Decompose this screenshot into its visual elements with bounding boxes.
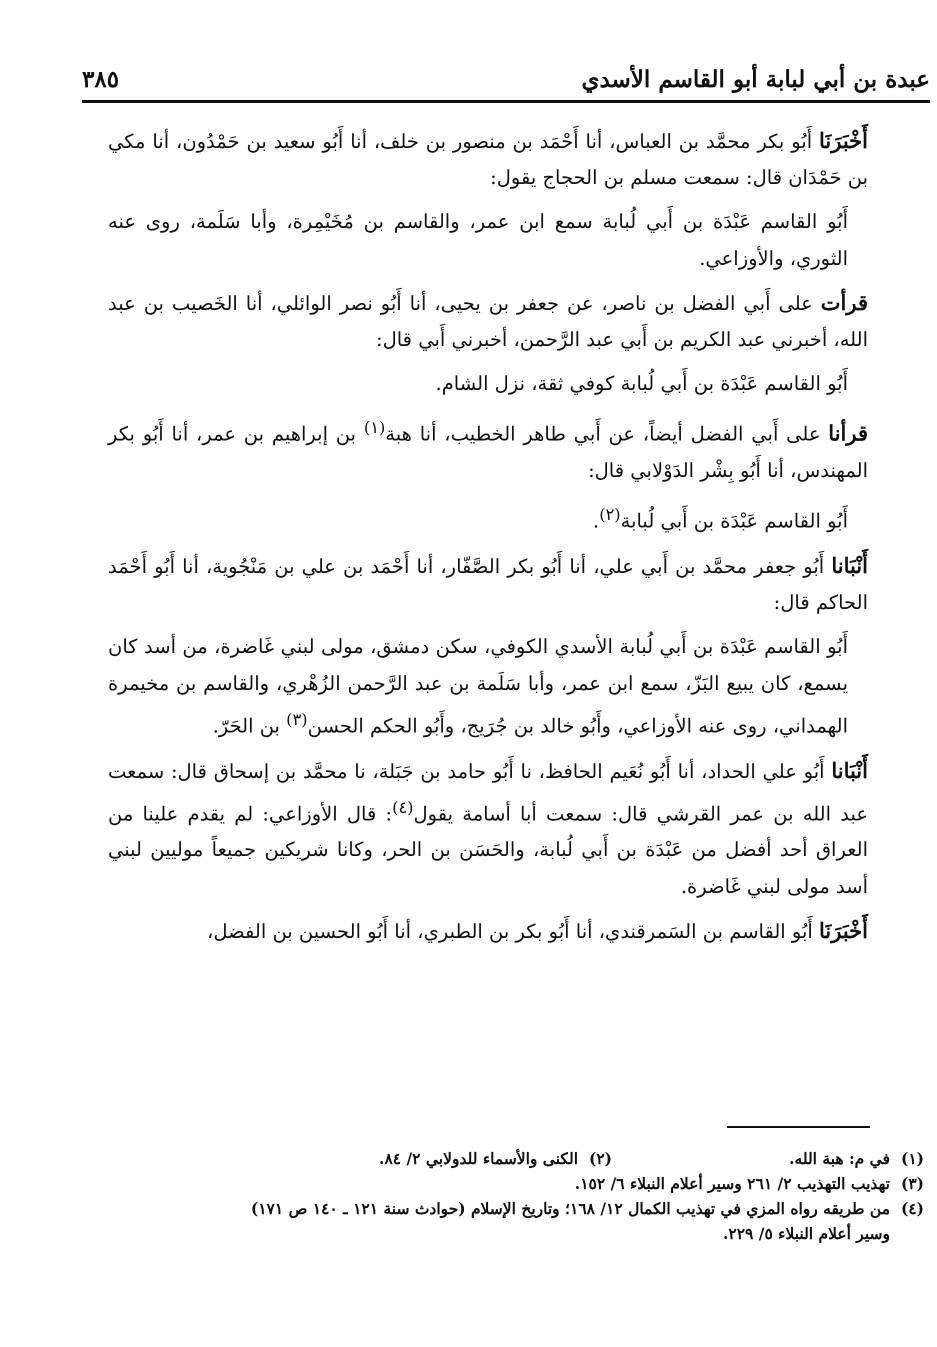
footnote-2 [379,1146,612,1171]
transmission-keyword: أَخْبَرَنَا [819,128,868,153]
page-header [82,60,930,103]
paragraph-isnad-6 [108,913,868,950]
paragraph-text: أَبُو القاسم عَبْدَة بن أَبي لُبابة الأسدي الكوفي، سكن دمشق، مولى لبني غَاضرة، من أسد كان يسمع، كان يبيع البَزّ، سمع ابن عمر، وأبا سَلَمة بن عبد الرَّحمن الزُهْري، والقاسم بن مخيمرة الهمداني، روى عنه الأوزاعي، وأَبُو خالد بن جُرَيج، وأَبُو الحكم الحسن [108,635,848,738]
paragraph-text: أَبُو القاسم عَبْدَة بن أَبي لُبابة سمع ابن عمر، والقاسم بن مُخَيْمِرة، وأبا سَلَمة، روى عنه الثوري، والأوزاعي. [108,210,848,270]
footnotes [118,1146,924,1246]
footnote-3 [118,1171,924,1196]
footnote-number: (٢) [588,1149,612,1168]
paragraph-text: أَبُو القاسم عَبْدَة بن أَبي لُبابة [620,509,848,533]
running-title: عبدة بن أبي لبابة أبو القاسم الأسدي [581,66,930,93]
paragraph-isnad-5 [108,753,868,905]
paragraph-text: . [592,509,600,533]
page-number: ٣٨٥ [82,66,120,93]
paragraph-text: : قال الأوزاعي: لم يقدم علينا من العراق أحد أفضل من عَبْدَة بن أَبي لُبابة، والحَسَن بن الحر، وكانا شريكين جميعاً موليين لبني أسد مولى لبني غَاضرة. [108,802,868,898]
footnote-reference: (٣) [286,709,308,729]
footnote-1 [612,1146,924,1171]
footnote-divider [727,1126,870,1128]
main-text [108,123,868,958]
footnote-text: في م: هبة الله. [789,1149,890,1168]
paragraph-isnad-3 [108,410,868,489]
transmission-keyword: أَنْبَانا [831,757,868,783]
footnote-row [118,1146,924,1171]
paragraph-isnad-2 [108,285,868,358]
transmission-keyword: قرأت [820,289,868,315]
transmission-keyword: أَنْبَانا [831,553,868,579]
paragraph-report-1 [108,204,868,276]
footnote-number: (١) [900,1149,924,1168]
paragraph-report-3 [108,497,868,540]
paragraph-text: على أَبي الفضل أيضاً، عن أَبي طاهر الخطيب، أنا هبة [385,422,829,446]
footnote-text: من طريقه رواه المزي في تهذيب الكمال ١٢/ ١٦٨؛ وتاريخ الإسلام (حوادث سنة ١٢١ ـ ١٤٠ ص ١٧١) [250,1199,890,1218]
paragraph-isnad-1 [108,123,868,196]
footnote-text: تهذيب التهذيب ٢/ ٢٦١ وسير أعلام النبلاء ٦/ ١٥٢. [574,1174,890,1193]
paragraph-text: على أَبي الفضل بن ناصر، عن جعفر بن يحيى، أنا أَبُو نصر الوائلي، أنا الخَصيب بن عبد الله، أخبرني عبد الكريم بن أَبي عبد الرَّحمن، أخبرني أَبي قال: [108,291,868,352]
paragraph-text: بن إبراهيم بن عمر، أنا أَبُو بكر المهندس، أنا أَبُو بِشْر الدَوْلابي قال: [108,422,868,483]
paragraph-text: أَبُو جعفر محمَّد بن أَبي علي، أنا أَبُو بكر الصَّفّار، أنا أَحْمَد بن علي بن مَنْجُوية، أنا أَبُو أَحْمَد الحاكم قال: [108,555,868,615]
transmission-keyword: قرأنا [828,420,868,446]
paragraph-text: أَبُو القاسم عَبْدَة بن أَبي لُبابة كوفي ثقة، نزل الشام. [435,372,848,396]
paragraph-text: أَبُو القاسم بن السَمرقندي، أنا أَبُو بكر بن الطبري، أنا أَبُو الحسين بن الفضل، [207,919,820,943]
transmission-keyword: أَخْبَرَنَا [819,917,868,943]
footnote-continuation: وسير أعلام النبلاء ٥/ ٢٢٩. [723,1224,890,1243]
paragraph-isnad-4 [108,548,868,621]
paragraph-report-4 [108,629,868,744]
footnote-number: (٤) [900,1199,924,1218]
footnote-number: (٣) [900,1174,924,1193]
paragraph-text: أَبُو بكر محمَّد بن العباس، أنا أَحْمَد بن منصور بن خلف، أنا أَبُو سعيد بن حَمْدُون، أنا مكي بن حَمْدَان قال: سمعت مسلم بن الحجاج يقول: [108,130,868,190]
footnote-4 [118,1196,924,1221]
footnote-reference: (٤) [392,797,414,817]
footnote-reference: (١) [363,418,386,438]
paragraph-text: بن الحَرّ. [212,714,287,738]
paragraph-text: أَبُو علي الحداد، أنا أَبُو نُعَيم الحافظ، نا أَبُو حامد بن جَبَلة، نا محمَّد بن إسحاق قال: سمعت عبد الله بن عمر القرشي قال: سمعت أبا أسامة يقول [108,759,868,826]
footnote-text: الكنى والأسماء للدولابي ٢/ ٨٤. [379,1149,578,1168]
footnote-reference: (٢) [599,505,621,525]
paragraph-report-2 [108,366,868,402]
